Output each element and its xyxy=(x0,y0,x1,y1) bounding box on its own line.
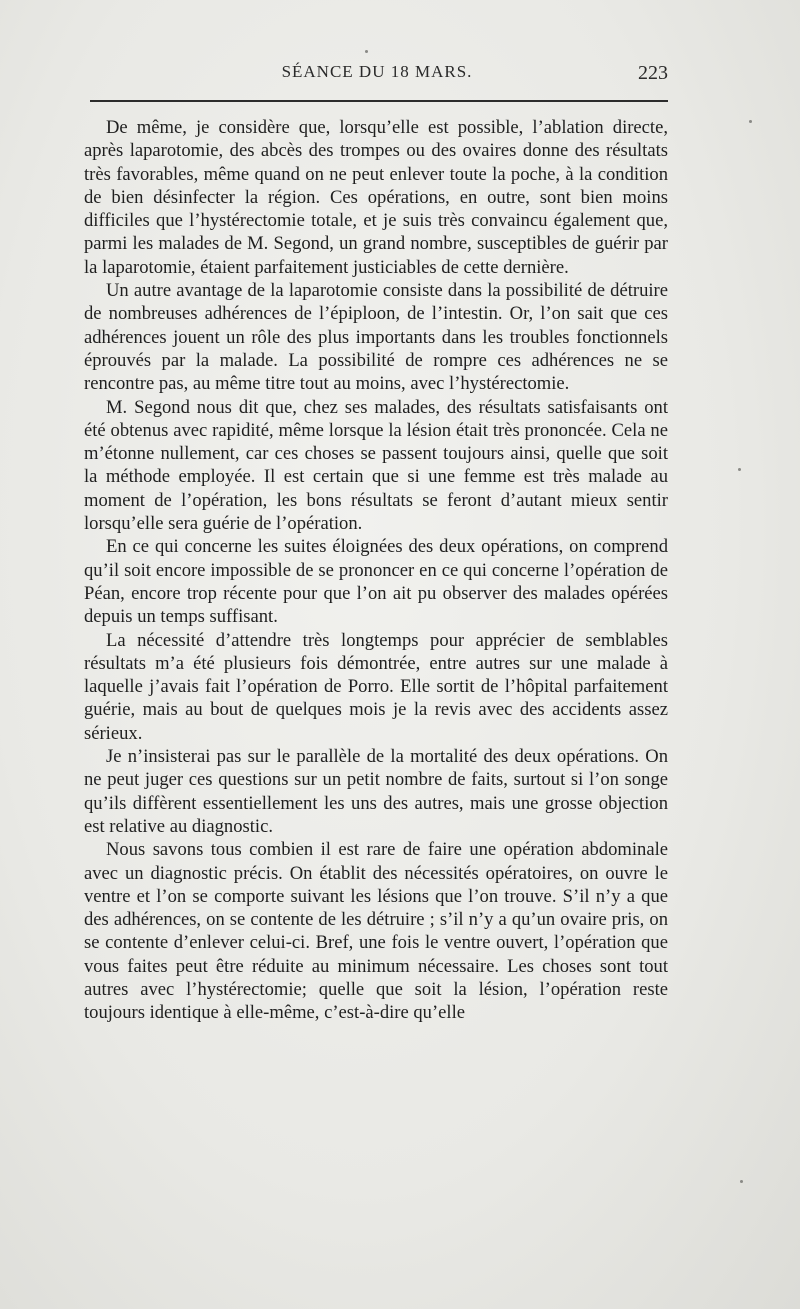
page-header xyxy=(84,62,670,92)
paper-speck xyxy=(740,1180,743,1183)
paragraph: M. Segond nous dit que, chez ses malades, des résultats satisfaisants ont été obtenus avec rapidité, même lorsque la lésion était très prononcée. Cela ne m’étonne nullement, car ces choses se passent toujours ainsi, quelle que soit la méthode employée. Il est certain que si une femme est très malade au moment de l’opération, les bons résultats se feront d’autant mieux sentir lorsqu’elle sera guérie de l’opération. xyxy=(84,396,668,535)
paragraph: Nous savons tous combien il est rare de faire une opération abdominale avec un diagnostic précis. On établit des nécessités opératoires, on ouvre le ventre et l’on se comporte suivant les lésions que l’on trouve. S’il n’y a que des adhérences, on se contente de les détruire ; s’il n’y a qu’un ovaire pris, on se contente d’enlever celui-ci. Bref, une fois le ventre ouvert, l’opération que vous faites peut être réduite au minimum nécessaire. Les choses sont tout autres avec l’hystérectomie; quelle que soit la lésion, l’opération reste toujours identique à elle-même, c’est-à-dire qu’elle xyxy=(84,839,668,1024)
paper-speck xyxy=(365,50,368,53)
running-title: SÉANCE DU 18 MARS. xyxy=(281,62,473,81)
paragraph: En ce qui concerne les suites éloignées des deux opérations, on comprend qu’il soit encore impossible de se prononcer en ce qui concerne l’opération de Péan, encore trop récente pour que l’on ait pu observer des malades opérées depuis un temps suffisant. xyxy=(84,536,668,628)
page-number: 223 xyxy=(638,62,668,84)
paper-speck xyxy=(749,120,752,123)
paragraph: Je n’insisterai pas sur le parallèle de la mortalité des deux opérations. On ne peut juger ces questions sur un petit nombre de faits, surtout si l’on songe qu’ils diffèrent essentiellement les uns des autres, mais une grosse objection est relative au diagnostic. xyxy=(84,746,668,837)
paragraph: Un autre avantage de la laparotomie consiste dans la possibilité de détruire de nombreuses adhérences de l’épiploon, de l’intestin. Or, l’on sait que ces adhérences jouent un rôle des plus importants dans les troubles fonctionnels éprouvés par la malade. La possibilité de rompre ces adhérences ne se rencontre pas, au même titre tout au moins, avec l’hystérectomie. xyxy=(84,280,668,395)
paper-speck xyxy=(738,468,741,471)
paragraph: De même, je considère que, lorsqu’elle est possible, l’ablation directe, après laparotomie, des abcès des trompes ou des ovaires donne des résultats très favorables, même quand on ne peut enlever toute la poche, à la condition de bien désinfecter la région. Ces opérations, en outre, sont bien moins difficiles que l’hystérectomie totale, et je suis très convaincu également que, parmi les malades de M. Segond, un grand nombre, susceptibles de guérir par la laparotomie, étaient parfaitement justiciables de cette dernière. xyxy=(84,117,668,278)
body-text xyxy=(84,116,668,1025)
paragraph: La nécessité d’attendre très longtemps pour apprécier de semblables résultats m’a été plusieurs fois démontrée, entre autres sur une malade à laquelle j’avais fait l’opération de Porro. Elle sortit de l’hôpital parfaitement guérie, mais au bout de quelques mois je la revis avec des accidents assez sérieux. xyxy=(84,629,668,744)
header-rule xyxy=(90,100,668,102)
